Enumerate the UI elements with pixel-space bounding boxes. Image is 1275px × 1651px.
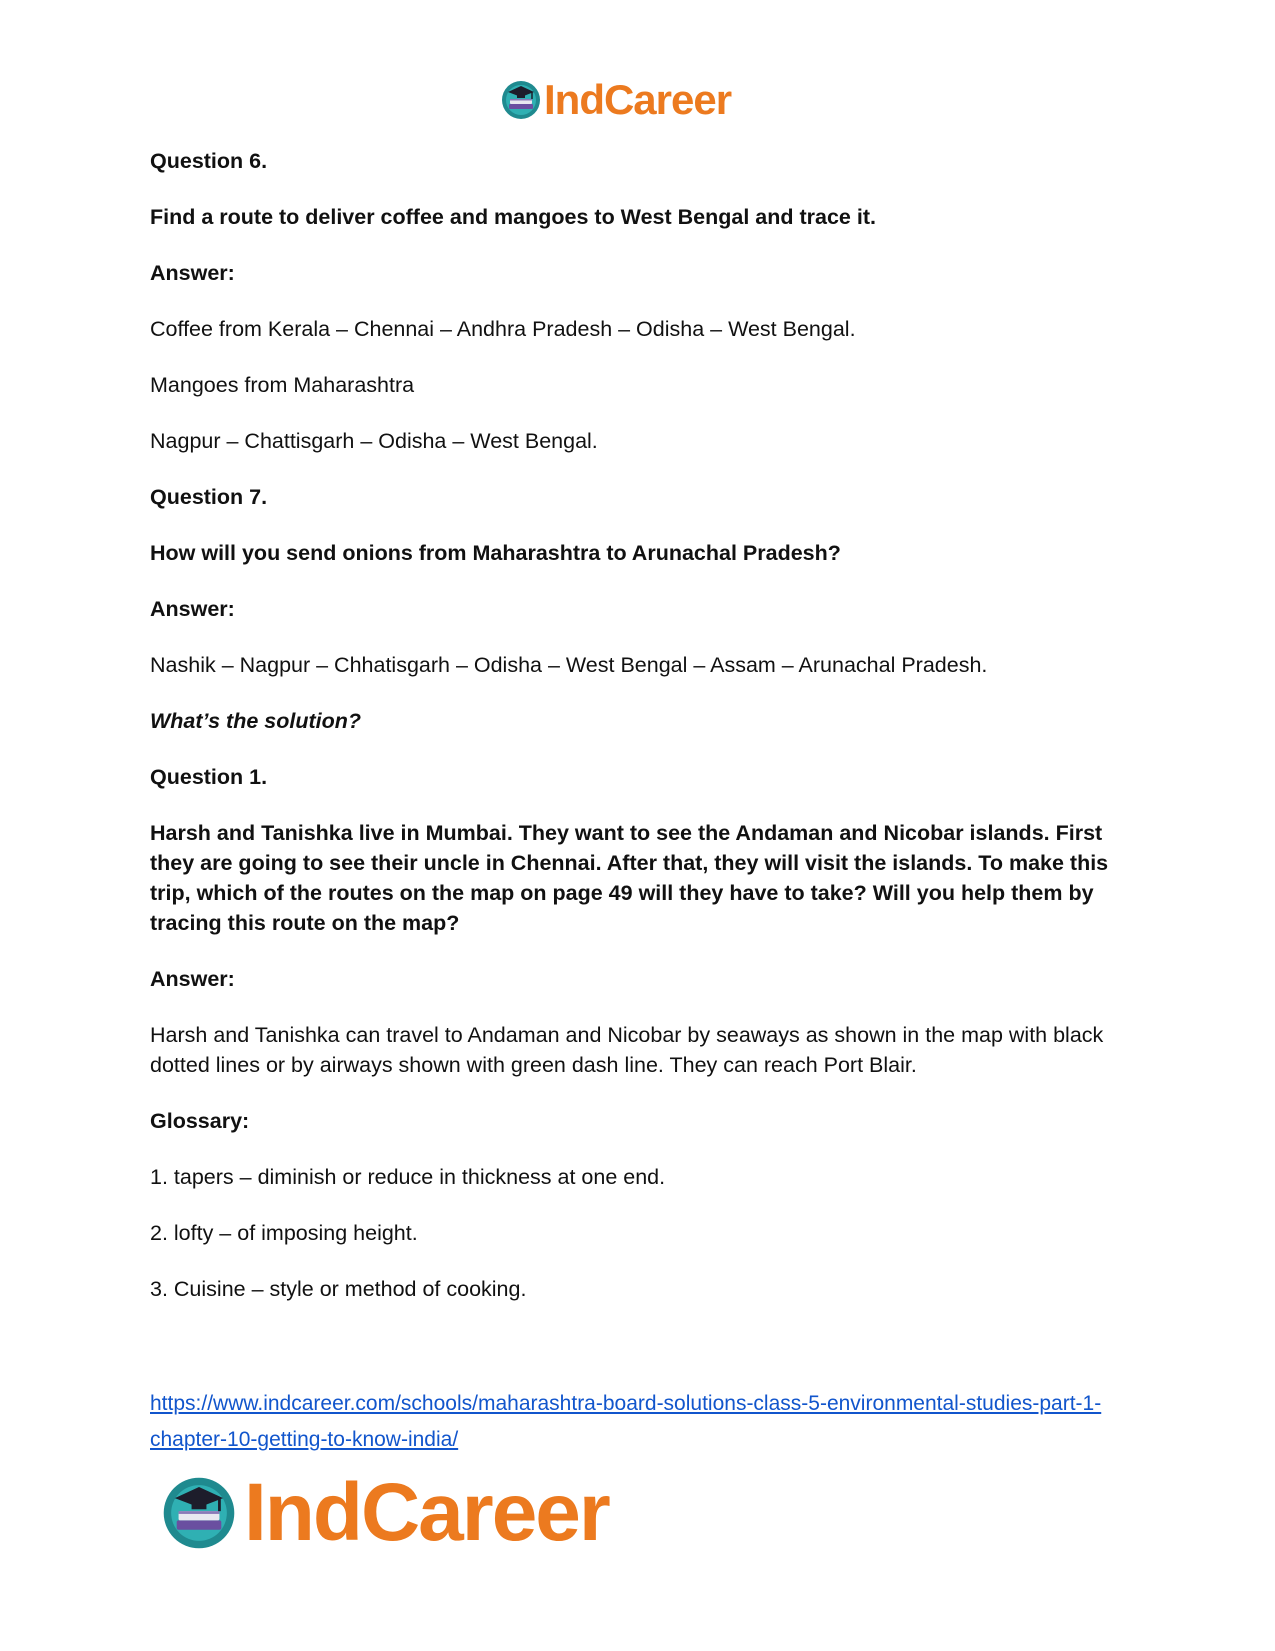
question-1-text: Harsh and Tanishka live in Mumbai. They want to see the Andaman and Nicobar islands. First they are going to see their uncle in Chennai. After that, they will visit the islands. To make this trip, which of the routes on the map on page 49 will they have to take? Will you help them by tracing this route on the map? <box>150 821 1109 935</box>
question-6-answer-line: Coffee from Kerala – Chennai – Andhra Pradesh – Odisha – West Bengal. <box>150 317 856 341</box>
question-7-answer-line: Nashik – Nagpur – Chhatisgarh – Odisha – West Bengal – Assam – Arunachal Pradesh. <box>150 653 988 677</box>
source-link[interactable]: https://www.indcareer.com/schools/maharashtra-board-solutions-class-5-environmental-studies-part-1-chapter-10-getting-to-know-india/ <box>150 1392 1102 1451</box>
question-6-answer-label: Answer: <box>150 261 235 285</box>
question-1-answer-text: Harsh and Tanishka can travel to Andaman and Nicobar by seaways as shown in the map with black dotted lines or by airways shown with green dash line. They can reach Port Blair. <box>150 1023 1104 1077</box>
question-7-text: How will you send onions from Maharashtra to Arunachal Pradesh? <box>150 541 841 565</box>
question-1-answer-label: Answer: <box>150 967 235 991</box>
question-6-text: Find a route to deliver coffee and mangoes to West Bengal and trace it. <box>150 205 876 229</box>
graduation-cap-books-icon <box>160 1474 238 1552</box>
logo-text: IndCareer <box>244 1467 609 1558</box>
document-body <box>150 146 1130 1330</box>
question-6-answer-line: Nagpur – Chattisgarh – Odisha – West Bengal. <box>150 429 598 453</box>
section-heading: What’s the solution? <box>150 709 362 733</box>
question-6-heading: Question 6. <box>150 149 268 173</box>
glossary-item: 2. lofty – of imposing height. <box>150 1221 418 1245</box>
glossary-heading: Glossary: <box>150 1109 250 1133</box>
glossary-item: 1. tapers – diminish or reduce in thickness at one end. <box>150 1165 666 1189</box>
question-6-answer-line: Mangoes from Maharashtra <box>150 373 415 397</box>
question-1-heading: Question 1. <box>150 765 268 789</box>
footer-logo <box>160 1466 609 1560</box>
logo-text: IndCareer <box>544 76 732 123</box>
graduation-cap-books-icon <box>500 79 542 121</box>
question-7-answer-label: Answer: <box>150 597 235 621</box>
header-logo <box>500 76 731 124</box>
glossary-item: 3. Cuisine – style or method of cooking. <box>150 1277 527 1301</box>
question-7-heading: Question 7. <box>150 485 268 509</box>
